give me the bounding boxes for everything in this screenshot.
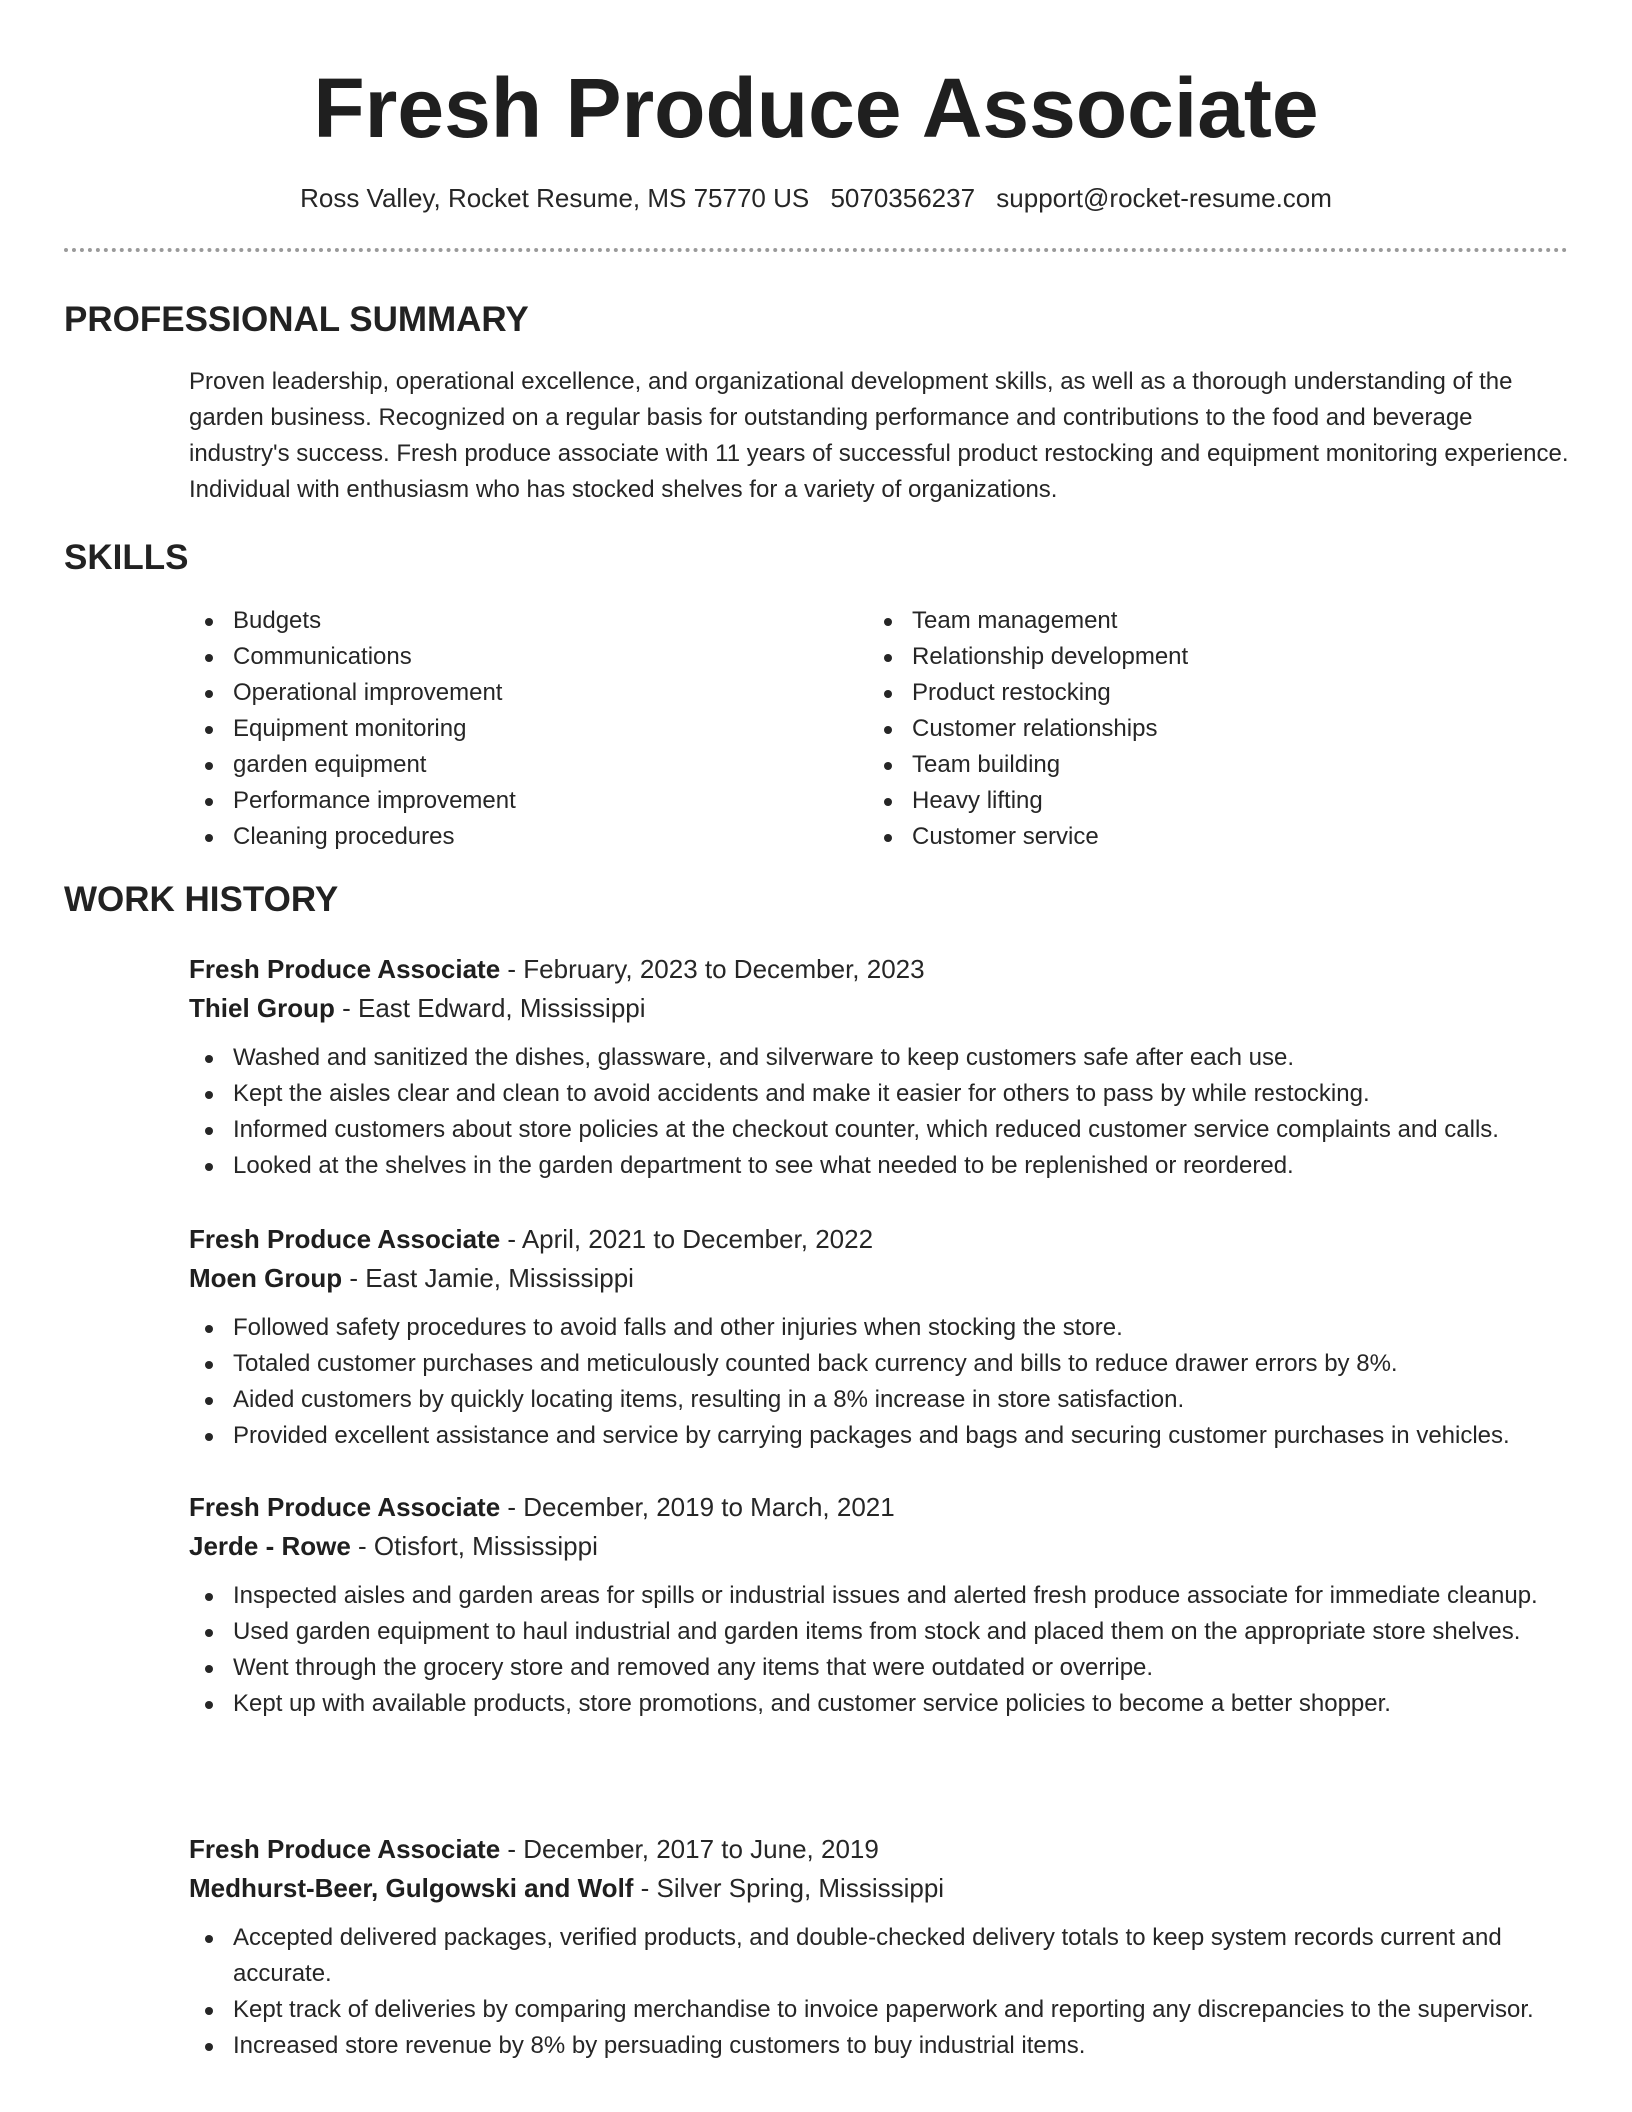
skill-item: Customer relationships — [868, 711, 1508, 747]
job-bullet: Aided customers by quickly locating items, resulting in a 8% increase in store satisfaction. — [189, 1382, 1569, 1418]
job-entry — [189, 1220, 1569, 1454]
job-title: Fresh Produce Associate — [189, 1492, 501, 1522]
job-bullet: Provided excellent assistance and service by carrying packages and bags and securing customer purchases in vehicles. — [189, 1418, 1569, 1454]
job-bullet: Totaled customer purchases and meticulously counted back currency and bills to reduce drawer errors by 8%. — [189, 1346, 1569, 1382]
job-bullet: Looked at the shelves in the garden department to see what needed to be replenished or reordered. — [189, 1148, 1569, 1184]
summary-text: Proven leadership, operational excellence, and organizational development skills, as well as a thorough understanding of the garden business. Recognized on a regular basis for outstanding performance and contributions to the food and beverage industry's success. Fresh produce associate with 11 years of successful product restocking and equipment monitoring experience. Individual with enthusiasm who has stocked shelves for a variety of organizations. — [189, 368, 1569, 503]
job-company: Jerde - Rowe — [189, 1531, 351, 1561]
skill-item: Relationship development — [868, 639, 1508, 675]
skill-item: Performance improvement — [189, 783, 829, 819]
job-title: Fresh Produce Associate — [189, 1224, 501, 1254]
job-entry — [189, 950, 1569, 1184]
job-company: Thiel Group — [189, 993, 335, 1023]
job-company-line — [189, 989, 1569, 1028]
job-entry — [189, 1488, 1569, 1722]
contact-line — [0, 178, 1632, 218]
job-dates: - April, 2021 to December, 2022 — [500, 1224, 874, 1254]
job-dates: - February, 2023 to December, 2023 — [500, 954, 925, 984]
job-bullets — [189, 1920, 1569, 2064]
header-divider — [64, 248, 1568, 252]
job-bullet: Inspected aisles and garden areas for spills or industrial issues and alerted fresh produce associate for immediate cleanup. — [189, 1578, 1569, 1614]
skill-item: garden equipment — [189, 747, 829, 783]
job-company-line — [189, 1527, 1569, 1566]
job-location: - East Jamie, Mississippi — [342, 1263, 634, 1293]
resume-name: Fresh Produce Associate — [313, 61, 1319, 155]
skill-item: Product restocking — [868, 675, 1508, 711]
job-company: Medhurst-Beer, Gulgowski and Wolf — [189, 1873, 634, 1903]
job-location: - East Edward, Mississippi — [334, 993, 646, 1023]
job-bullet: Increased store revenue by 8% by persuading customers to buy industrial items. — [189, 2028, 1569, 2064]
job-company: Moen Group — [189, 1263, 343, 1293]
job-title: Fresh Produce Associate — [189, 954, 501, 984]
job-bullet: Kept the aisles clear and clean to avoid accidents and make it easier for others to pass by while restocking. — [189, 1076, 1569, 1112]
skills-list-right — [868, 603, 1508, 855]
skill-item: Cleaning procedures — [189, 819, 829, 855]
job-bullets — [189, 1310, 1569, 1454]
job-title-line — [189, 1488, 1569, 1527]
job-title-line — [189, 1830, 1569, 1869]
job-dates: - December, 2019 to March, 2021 — [500, 1492, 895, 1522]
job-bullet: Kept up with available products, store promotions, and customer service policies to become a better shopper. — [189, 1686, 1569, 1722]
job-title: Fresh Produce Associate — [189, 1834, 501, 1864]
job-company-line — [189, 1869, 1569, 1908]
job-bullet: Washed and sanitized the dishes, glassware, and silverware to keep customers safe after each use. — [189, 1040, 1569, 1076]
job-bullet: Accepted delivered packages, verified products, and double-checked delivery totals to keep system records current and accurate. — [189, 1920, 1569, 1992]
job-entry — [189, 1830, 1569, 2064]
skill-item: Communications — [189, 639, 829, 675]
job-company-line — [189, 1259, 1569, 1298]
skill-item: Team building — [868, 747, 1508, 783]
skill-item: Customer service — [868, 819, 1508, 855]
skill-item: Equipment monitoring — [189, 711, 829, 747]
contact-phone: 5070356237 — [830, 183, 976, 213]
job-bullet: Went through the grocery store and removed any items that were outdated or overripe. — [189, 1650, 1569, 1686]
job-dates: - December, 2017 to June, 2019 — [500, 1834, 879, 1864]
contact-email[interactable]: support@rocket-resume.com — [996, 183, 1332, 213]
job-location: - Otisfort, Mississippi — [350, 1531, 598, 1561]
contact-address: Ross Valley, Rocket Resume, MS 75770 US — [300, 183, 810, 213]
job-bullet: Followed safety procedures to avoid falls and other injuries when stocking the store. — [189, 1310, 1569, 1346]
skills-list-left — [189, 603, 829, 855]
section-title-summary: PROFESSIONAL SUMMARY — [64, 300, 529, 339]
skill-item: Team management — [868, 603, 1508, 639]
job-title-line — [189, 1220, 1569, 1259]
job-bullet: Used garden equipment to haul industrial and garden items from stock and placed them on the appropriate store shelves. — [189, 1614, 1569, 1650]
section-title-skills: SKILLS — [64, 538, 189, 577]
section-title-work-history: WORK HISTORY — [64, 880, 339, 919]
job-title-line — [189, 950, 1569, 989]
job-location: - Silver Spring, Mississippi — [633, 1873, 945, 1903]
skill-item: Operational improvement — [189, 675, 829, 711]
job-bullets — [189, 1578, 1569, 1722]
skill-item: Heavy lifting — [868, 783, 1508, 819]
job-bullet: Informed customers about store policies at the checkout counter, which reduced customer service complaints and calls. — [189, 1112, 1569, 1148]
job-bullet: Kept track of deliveries by comparing merchandise to invoice paperwork and reporting any discrepancies to the supervisor. — [189, 1992, 1569, 2028]
job-bullets — [189, 1040, 1569, 1184]
skill-item: Budgets — [189, 603, 829, 639]
